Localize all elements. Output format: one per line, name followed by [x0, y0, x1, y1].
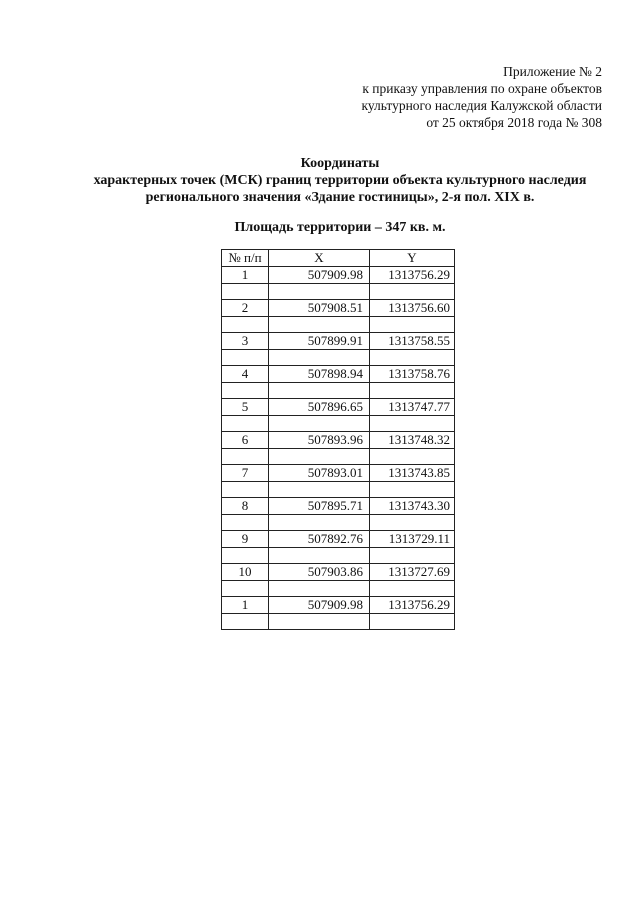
x-coordinate: 507899.91 [269, 333, 370, 350]
empty-cell [222, 614, 269, 630]
y-coordinate: 1313758.55 [370, 333, 455, 350]
point-number: 1 [222, 597, 269, 614]
x-coordinate: 507896.65 [269, 399, 370, 416]
y-coordinate: 1313748.32 [370, 432, 455, 449]
empty-cell [370, 515, 455, 531]
appendix-date: от 25 октября 2018 года № 308 [426, 115, 602, 130]
table-row [222, 333, 455, 350]
empty-cell [269, 482, 370, 498]
x-coordinate: 507893.96 [269, 432, 370, 449]
table-row [222, 432, 455, 449]
table-spacer-row [222, 383, 455, 399]
x-coordinate: 507892.76 [269, 531, 370, 548]
point-number: 3 [222, 333, 269, 350]
empty-cell [269, 284, 370, 300]
y-coordinate: 1313747.77 [370, 399, 455, 416]
y-coordinate: 1313756.60 [370, 300, 455, 317]
empty-cell [222, 581, 269, 597]
table-row [222, 300, 455, 317]
empty-cell [269, 317, 370, 333]
y-coordinate: 1313727.69 [370, 564, 455, 581]
appendix-authority: культурного наследия Калужской области [361, 98, 602, 113]
table-header-row [222, 250, 455, 267]
empty-cell [222, 416, 269, 432]
empty-cell [222, 383, 269, 399]
territory-area: Площадь территории – 347 кв. м. [234, 220, 446, 235]
column-header-number: № п/п [222, 250, 269, 267]
point-number: 7 [222, 465, 269, 482]
column-header-x: X [269, 250, 370, 267]
empty-cell [222, 284, 269, 300]
point-number: 10 [222, 564, 269, 581]
table-row [222, 399, 455, 416]
empty-cell [370, 284, 455, 300]
empty-cell [222, 350, 269, 366]
empty-cell [269, 515, 370, 531]
document-subtitle-1: характерных точек (МСК) границ территории объекта культурного наследия [93, 173, 587, 188]
empty-cell [269, 581, 370, 597]
table-row [222, 465, 455, 482]
table-spacer-row [222, 416, 455, 432]
y-coordinate: 1313756.29 [370, 267, 455, 284]
empty-cell [269, 449, 370, 465]
empty-cell [269, 416, 370, 432]
empty-cell [370, 548, 455, 564]
point-number: 9 [222, 531, 269, 548]
table-spacer-row [222, 284, 455, 300]
y-coordinate: 1313756.29 [370, 597, 455, 614]
empty-cell [222, 482, 269, 498]
y-coordinate: 1313743.30 [370, 498, 455, 515]
x-coordinate: 507903.86 [269, 564, 370, 581]
empty-cell [370, 581, 455, 597]
empty-cell [269, 614, 370, 630]
table-row [222, 498, 455, 515]
column-header-y: Y [370, 250, 455, 267]
x-coordinate: 507895.71 [269, 498, 370, 515]
x-coordinate: 507908.51 [269, 300, 370, 317]
point-number: 4 [222, 366, 269, 383]
table-spacer-row [222, 614, 455, 630]
empty-cell [269, 383, 370, 399]
table-spacer-row [222, 581, 455, 597]
empty-cell [370, 416, 455, 432]
x-coordinate: 507893.01 [269, 465, 370, 482]
document-heading [80, 155, 600, 206]
empty-cell [370, 614, 455, 630]
table-row [222, 597, 455, 614]
table-spacer-row [222, 482, 455, 498]
document-title: Координаты [300, 156, 380, 171]
table-spacer-row [222, 317, 455, 333]
table-row [222, 564, 455, 581]
appendix-block [361, 63, 602, 131]
y-coordinate: 1313743.85 [370, 465, 455, 482]
x-coordinate: 507909.98 [269, 597, 370, 614]
appendix-order-ref: к приказу управления по охране объектов [362, 81, 602, 96]
empty-cell [222, 449, 269, 465]
table-row [222, 531, 455, 548]
coordinates-table [221, 249, 455, 630]
document-subtitle-2: регионального значения «Здание гостиницы», 2-я пол. XIX в. [145, 190, 535, 205]
point-number: 6 [222, 432, 269, 449]
point-number: 2 [222, 300, 269, 317]
point-number: 1 [222, 267, 269, 284]
point-number: 5 [222, 399, 269, 416]
table-spacer-row [222, 515, 455, 531]
empty-cell [370, 350, 455, 366]
empty-cell [222, 515, 269, 531]
y-coordinate: 1313758.76 [370, 366, 455, 383]
x-coordinate: 507898.94 [269, 366, 370, 383]
empty-cell [370, 317, 455, 333]
point-number: 8 [222, 498, 269, 515]
table-body [222, 267, 455, 630]
table-spacer-row [222, 449, 455, 465]
empty-cell [370, 449, 455, 465]
empty-cell [370, 383, 455, 399]
table-spacer-row [222, 350, 455, 366]
table-row [222, 366, 455, 383]
empty-cell [222, 548, 269, 564]
empty-cell [370, 482, 455, 498]
table-spacer-row [222, 548, 455, 564]
table-row [222, 267, 455, 284]
empty-cell [269, 548, 370, 564]
appendix-number: Приложение № 2 [503, 64, 602, 79]
empty-cell [222, 317, 269, 333]
y-coordinate: 1313729.11 [370, 531, 455, 548]
x-coordinate: 507909.98 [269, 267, 370, 284]
empty-cell [269, 350, 370, 366]
